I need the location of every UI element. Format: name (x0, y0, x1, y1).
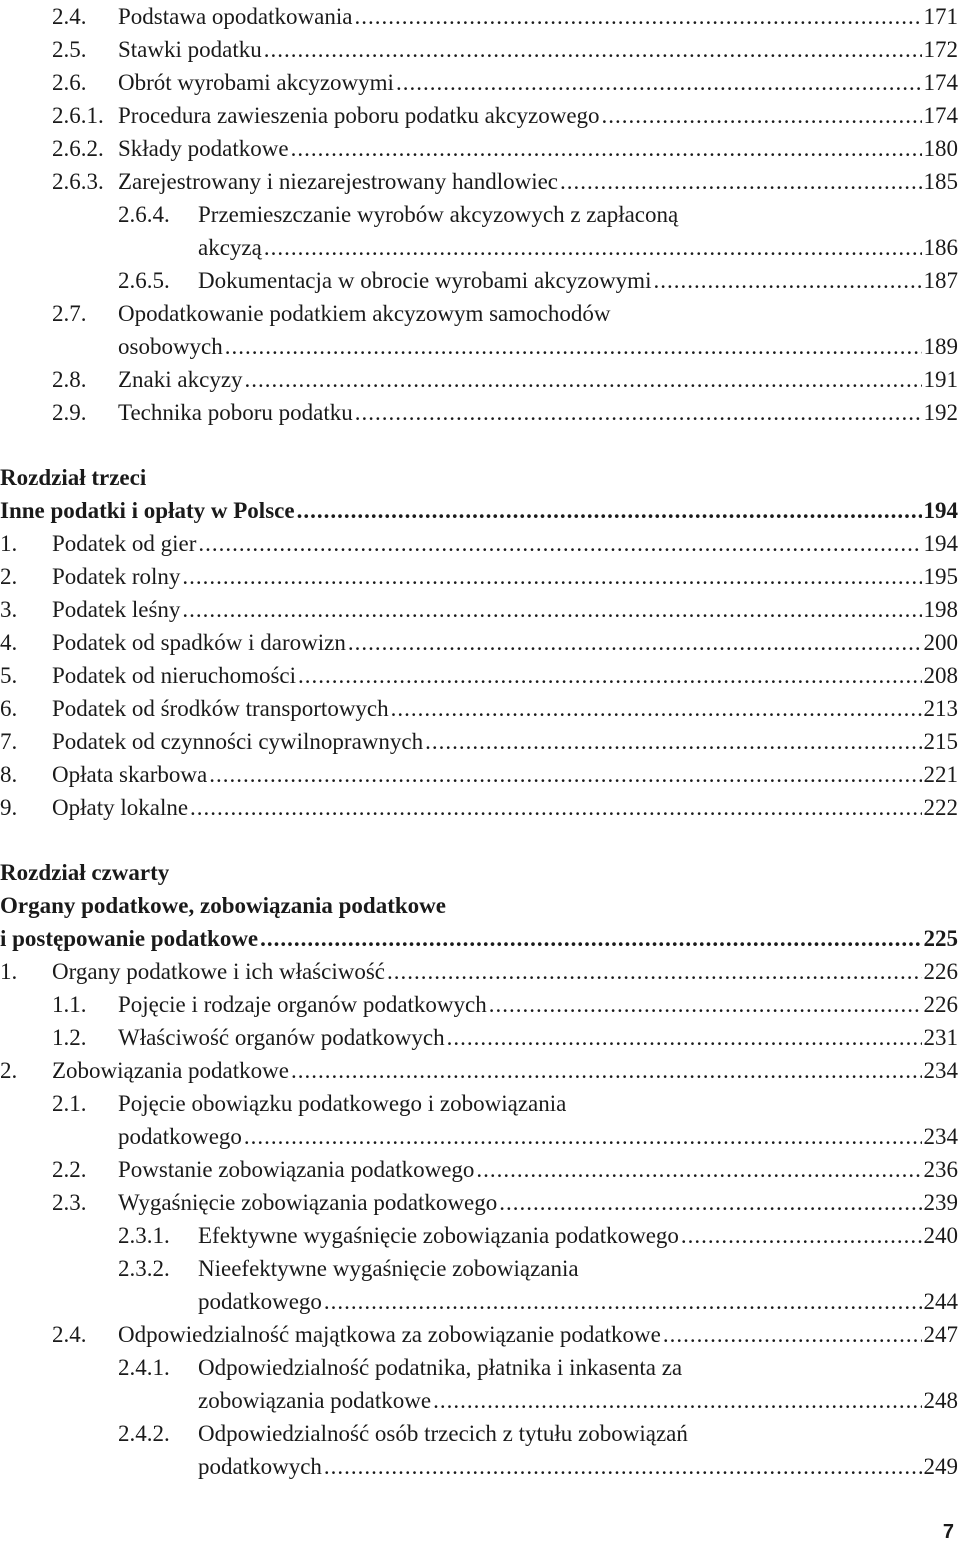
toc-entry-page: 186 (923, 235, 958, 260)
toc-entry-page: 194 (923, 531, 958, 556)
toc-entry-number: 2.6.1. (52, 103, 104, 128)
toc-entry-page: 208 (923, 663, 958, 688)
dot-leader (298, 659, 921, 692)
toc-entry-number: 4. (0, 630, 18, 655)
chapter-title[interactable] (0, 922, 958, 955)
toc-entry-number: 1.2. (52, 1025, 87, 1050)
toc-entry-title: Dokumentacja w obrocie wyrobami akcyzowymi (198, 268, 652, 293)
toc-entry-page: 236 (923, 1157, 958, 1182)
toc-entry-number: 2.6.3. (52, 169, 104, 194)
toc-entry-title: podatkowego (198, 1289, 322, 1314)
toc-entry-page: 248 (923, 1388, 958, 1413)
toc-entry-number: 2.3. (52, 1190, 87, 1215)
dot-leader (602, 99, 922, 132)
toc-entry[interactable] (0, 1450, 958, 1483)
dot-leader (476, 1153, 921, 1186)
dot-leader (681, 1219, 922, 1252)
toc-entry-page: 172 (923, 37, 958, 62)
toc-entry-page: 234 (923, 1058, 958, 1083)
toc-entry[interactable] (0, 1351, 958, 1384)
toc-entry-number: 1. (0, 531, 18, 556)
dot-leader (433, 1384, 921, 1417)
dot-leader (291, 132, 922, 165)
toc-entry-title: Podatek rolny (52, 564, 181, 589)
toc-entry[interactable] (0, 1120, 958, 1153)
toc-entry-number: 2.5. (52, 37, 87, 62)
toc-entry-number: 2.6.2. (52, 136, 104, 161)
toc-entry-number: 3. (0, 597, 18, 622)
dot-leader (425, 725, 921, 758)
toc-entry-page: 187 (923, 268, 958, 293)
dot-leader (396, 66, 922, 99)
dot-leader (387, 955, 922, 988)
toc-entry-number: 2.4.2. (118, 1421, 170, 1446)
toc-entry-page: 244 (923, 1289, 958, 1314)
toc-entry-title: Odpowiedzialność majątkowa za zobowiązanie podatkowe (118, 1322, 661, 1347)
toc-entry-number: 2. (0, 1058, 18, 1083)
toc-entry-page: 174 (923, 70, 958, 95)
toc-entry-page: 200 (923, 630, 958, 655)
toc-entry-title: Podatek od nieruchomości (52, 663, 297, 688)
toc-entry-title: Podatek od gier (52, 531, 197, 556)
toc-entry-page: 192 (923, 400, 958, 425)
toc-entry-page: 225 (923, 926, 958, 951)
toc-entry-number: 2.1. (52, 1091, 87, 1116)
toc-entry[interactable] (0, 198, 958, 231)
dot-leader (264, 231, 922, 264)
toc-entry-number: 2.6.5. (118, 268, 170, 293)
toc-entry[interactable] (0, 264, 958, 297)
toc-entry-number: 2.6.4. (118, 202, 170, 227)
dot-leader (264, 33, 922, 66)
dot-leader (182, 593, 921, 626)
toc-entry-title: Znaki akcyzy (118, 367, 243, 392)
toc-entry-title: Procedura zawieszenia poboru podatku akcyzowego (118, 103, 600, 128)
toc-entry[interactable] (0, 791, 958, 824)
dot-leader (560, 165, 922, 198)
toc-entry-title: Składy podatkowe (118, 136, 289, 161)
dot-leader (324, 1285, 922, 1318)
toc-entry-page: 194 (923, 498, 958, 523)
toc-entry-page: 195 (923, 564, 958, 589)
dot-leader (291, 1054, 922, 1087)
toc-entry-title: Podatek od środków transportowych (52, 696, 389, 721)
toc-entry-page: 249 (923, 1454, 958, 1479)
toc-entry-title: Podatek od czynności cywilnoprawnych (52, 729, 424, 754)
toc-entry-number: 8. (0, 762, 18, 787)
dot-leader (653, 264, 921, 297)
toc-entry[interactable] (0, 1219, 958, 1252)
toc-entry-number: 2.8. (52, 367, 87, 392)
toc-entry-title: Podatek leśny (52, 597, 181, 622)
dot-leader (348, 626, 922, 659)
dot-leader (354, 0, 921, 33)
toc-entry-page: 174 (923, 103, 958, 128)
toc-entry[interactable] (0, 1384, 958, 1417)
toc-entry-number: 2.4.1. (118, 1355, 170, 1380)
chapter-title[interactable] (0, 889, 958, 922)
dot-leader (182, 560, 921, 593)
toc-entry-title: Organy podatkowe, zobowiązania podatkowe (0, 893, 446, 918)
toc-entry-page: 247 (923, 1322, 958, 1347)
toc-entry-page: 234 (923, 1124, 958, 1149)
toc-entry[interactable] (0, 297, 958, 330)
toc-entry-number: 2.9. (52, 400, 87, 425)
toc-entry-title: zobowiązania podatkowe (198, 1388, 432, 1413)
toc-entry-number: 2.7. (52, 301, 87, 326)
toc-entry-number: 2.3.1. (118, 1223, 170, 1248)
toc-entry-title: Zobowiązania podatkowe (52, 1058, 289, 1083)
toc-entry-page: 226 (923, 992, 958, 1017)
chapter-label-text: Rozdział czwarty (0, 860, 170, 885)
dot-leader (225, 330, 922, 363)
dot-leader (489, 988, 922, 1021)
toc-entry[interactable] (0, 1252, 958, 1285)
toc-entry-title: Odpowiedzialność osób trzecich z tytułu zobowiązań (198, 1421, 688, 1446)
toc-entry-number: 2.6. (52, 70, 87, 95)
dot-leader (391, 692, 922, 725)
dot-leader (324, 1450, 922, 1483)
dot-leader (663, 1318, 922, 1351)
toc-entry[interactable] (0, 1153, 958, 1186)
toc-entry-page: 221 (923, 762, 958, 787)
toc-entry[interactable] (0, 758, 958, 791)
toc-entry[interactable] (0, 1021, 958, 1054)
toc-entry-number: 2.2. (52, 1157, 87, 1182)
toc-entry-page: 213 (923, 696, 958, 721)
dot-leader (245, 363, 922, 396)
toc-entry-page: 222 (923, 795, 958, 820)
toc-entry-title: Opłaty lokalne (52, 795, 189, 820)
toc-entry-page: 231 (923, 1025, 958, 1050)
toc-entry-title: Opodatkowanie podatkiem akcyzowym samochodów (118, 301, 611, 326)
dot-leader (260, 922, 921, 955)
toc-entry-page: 171 (923, 4, 958, 29)
toc-entry-title: Inne podatki i opłaty w Polsce (0, 498, 295, 523)
toc-entry-title: Nieefektywne wygaśnięcie zobowiązania (198, 1256, 579, 1281)
toc-entry-number: 1. (0, 959, 18, 984)
toc-entry[interactable] (0, 659, 958, 692)
toc-entry-number: 2.3.2. (118, 1256, 170, 1281)
toc-entry[interactable] (0, 626, 958, 659)
toc-entry-page: 226 (923, 959, 958, 984)
toc-entry-title: osobowych (118, 334, 223, 359)
toc-entry-title: Pojęcie obowiązku podatkowego i zobowiązania (118, 1091, 567, 1116)
toc-entry[interactable] (0, 231, 958, 264)
toc-entry[interactable] (0, 560, 958, 593)
toc-entry-number: 7. (0, 729, 18, 754)
dot-leader (355, 396, 922, 429)
toc-entry-number: 2.4. (52, 1322, 87, 1347)
toc-entry-title: Pojęcie i rodzaje organów podatkowych (118, 992, 487, 1017)
toc-entry-title: Obrót wyrobami akcyzowymi (118, 70, 394, 95)
toc-entry-title: Przemieszczanie wyrobów akcyzowych z zapłaconą (198, 202, 679, 227)
toc-entry-title: podatkowego (118, 1124, 242, 1149)
toc-entry-page: 189 (923, 334, 958, 359)
toc-entry[interactable] (0, 33, 958, 66)
chapter-title[interactable] (0, 494, 958, 527)
toc-entry-title: i postępowanie podatkowe (0, 926, 259, 951)
toc-entry[interactable] (0, 330, 958, 363)
toc-entry-title: Wygaśnięcie zobowiązania podatkowego (118, 1190, 498, 1215)
toc-entry-title: Organy podatkowe i ich właściwość (52, 959, 385, 984)
toc-entry-title: Efektywne wygaśnięcie zobowiązania podatkowego (198, 1223, 679, 1248)
toc-entry-number: 9. (0, 795, 18, 820)
dot-leader (244, 1120, 922, 1153)
toc-entry-number: 6. (0, 696, 18, 721)
toc-entry-title: Technika poboru podatku (118, 400, 353, 425)
toc-entry-page: 240 (923, 1223, 958, 1248)
toc-entry[interactable] (0, 396, 958, 429)
toc-entry-number: 2. (0, 564, 18, 589)
toc-entry[interactable] (0, 1087, 958, 1120)
toc-entry[interactable] (0, 725, 958, 758)
page-number: 7 (942, 1521, 954, 1543)
toc-entry-title: Zarejestrowany i niezarejestrowany handlowiec (118, 169, 558, 194)
toc-entry[interactable] (0, 0, 958, 33)
toc-entry[interactable] (0, 132, 958, 165)
toc-entry[interactable] (0, 363, 958, 396)
toc-entry-page: 180 (923, 136, 958, 161)
chapter-label (0, 461, 958, 494)
toc-entry-title: Powstanie zobowiązania podatkowego (118, 1157, 475, 1182)
toc-entry[interactable] (0, 1054, 958, 1087)
toc-entry-page: 191 (923, 367, 958, 392)
toc-entry-title: Odpowiedzialność podatnika, płatnika i inkasenta za (198, 1355, 683, 1380)
toc-entry[interactable] (0, 165, 958, 198)
chapter-label (0, 856, 958, 889)
toc-entry-page: 198 (923, 597, 958, 622)
toc-entry-number: 5. (0, 663, 18, 688)
toc-entry[interactable] (0, 99, 958, 132)
toc-entry-title: Stawki podatku (118, 37, 262, 62)
toc-entry-title: Opłata skarbowa (52, 762, 208, 787)
chapter-label-text: Rozdział trzeci (0, 465, 147, 490)
toc-entry[interactable] (0, 593, 958, 626)
toc-entry[interactable] (0, 1417, 958, 1450)
dot-leader (198, 527, 921, 560)
toc-entry-number: 1.1. (52, 992, 87, 1017)
toc-entry[interactable] (0, 1318, 958, 1351)
toc-entry-title: Podstawa opodatkowania (118, 4, 353, 29)
toc-entry[interactable] (0, 66, 958, 99)
dot-leader (447, 1021, 922, 1054)
toc-entry[interactable] (0, 527, 958, 560)
toc-entry-title: akcyzą (198, 235, 262, 260)
dot-leader (499, 1186, 921, 1219)
dot-leader (209, 758, 921, 791)
toc-entry-title: Podatek od spadków i darowizn (52, 630, 346, 655)
toc-entry[interactable] (0, 988, 958, 1021)
toc-entry[interactable] (0, 955, 958, 988)
toc-entry[interactable] (0, 1186, 958, 1219)
dot-leader (297, 494, 922, 527)
toc-entry-number: 2.4. (52, 4, 87, 29)
toc-entry-title: Właściwość organów podatkowych (118, 1025, 445, 1050)
toc-entry-page: 185 (923, 169, 958, 194)
toc-entry-title: podatkowych (198, 1454, 322, 1479)
dot-leader (190, 791, 921, 824)
toc-entry[interactable] (0, 692, 958, 725)
toc-entry-page: 215 (923, 729, 958, 754)
toc-entry[interactable] (0, 1285, 958, 1318)
toc-entry-page: 239 (923, 1190, 958, 1215)
